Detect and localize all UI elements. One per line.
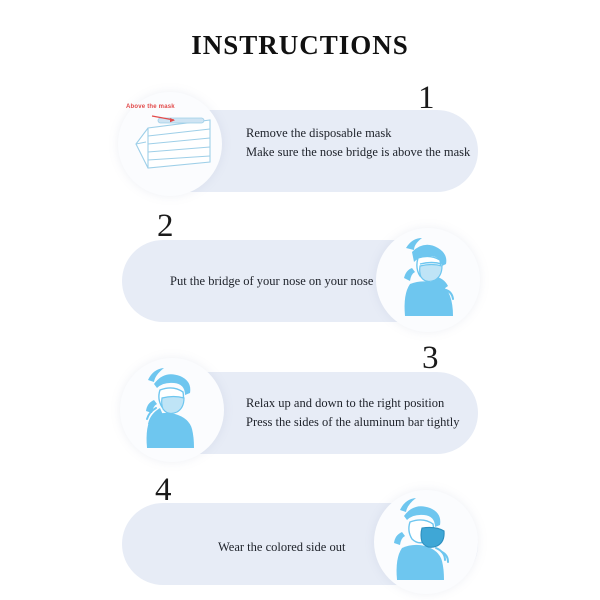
step-text-1 xyxy=(246,124,486,163)
step-number-3: 3 xyxy=(422,340,439,376)
step-text-2-line-1: Put the bridge of your nose on your nose xyxy=(170,274,374,288)
step-number-2: 2 xyxy=(157,208,174,244)
step-text-4-line-1: Wear the colored side out xyxy=(218,540,346,554)
illustration-person-colored-side-out xyxy=(374,490,478,594)
step-text-3-line-2: Press the sides of the aluminum bar tightly xyxy=(246,415,460,430)
step-text-1-line-2: Make sure the nose bridge is above the mask xyxy=(246,145,471,160)
page-title: INSTRUCTIONS xyxy=(191,30,409,60)
step-text-3-line-1: Relax up and down to the right position xyxy=(246,396,445,410)
step-text-2 xyxy=(170,272,400,291)
step-number-4: 4 xyxy=(155,472,172,508)
step-number-1: 1 xyxy=(418,80,435,116)
annotation-above-the-mask: Above the mask xyxy=(126,104,175,110)
step-text-3 xyxy=(246,394,486,433)
step-text-1-line-1: Remove the disposable mask xyxy=(246,126,392,140)
illustration-person-adjusting-mask xyxy=(120,358,224,462)
illustration-person-wearing-mask xyxy=(376,228,480,332)
